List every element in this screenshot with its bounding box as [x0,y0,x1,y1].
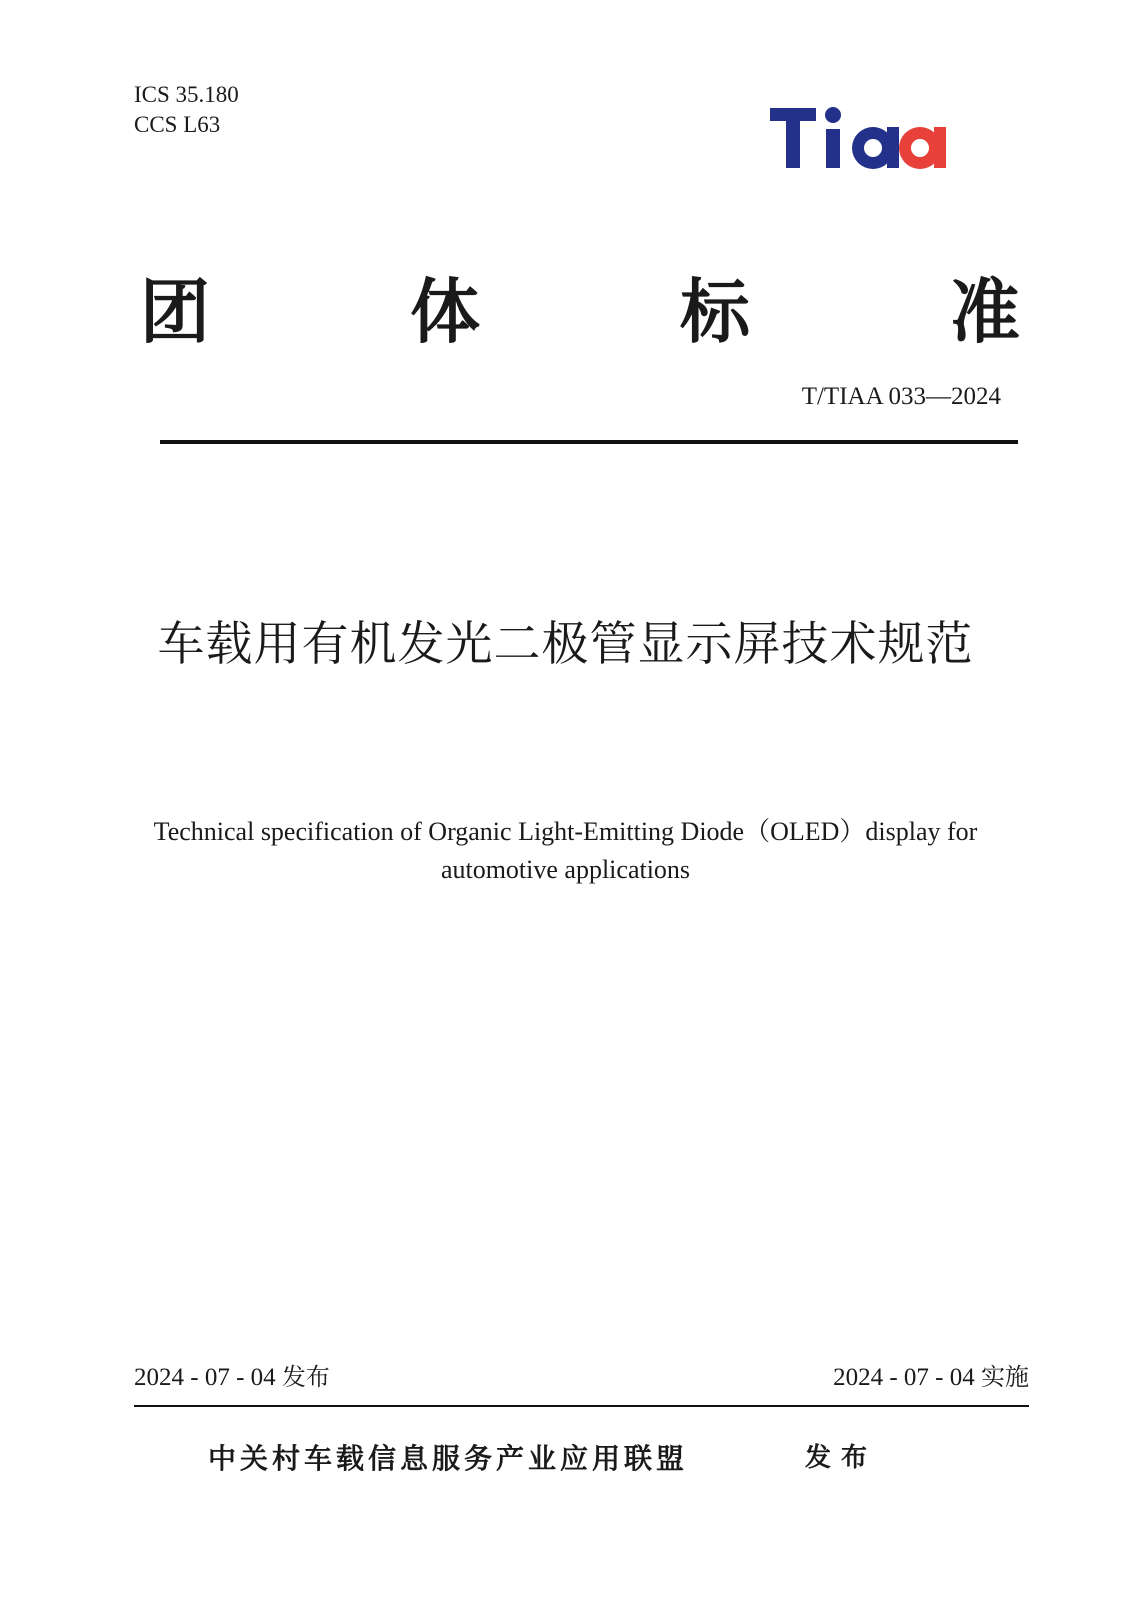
english-title [110,813,1021,889]
standard-type-char: 标 [680,271,750,353]
implement-date: 2024 - 07 - 04 [833,1364,975,1391]
standard-type-char: 团 [140,271,210,353]
standard-type-char: 体 [410,271,480,353]
issuer-name: 中关村车载信息服务产业应用联盟 [208,1442,689,1475]
implement-label: 实施 [981,1363,1029,1391]
tiaa-logo [770,100,970,180]
top-divider [160,440,1018,444]
ccs-code: CCS L63 [134,112,221,137]
english-title-line: Technical specification of Organic Light-Emitting Diode（OLED）display for [153,817,978,846]
bottom-divider [134,1405,1029,1407]
implement-date-block [833,1357,1029,1392]
issuer-action: 发布 [805,1443,878,1473]
publish-date: 2024 - 07 - 04 [134,1364,276,1391]
publish-label: 发布 [281,1363,330,1391]
standard-number: T/TIAA 033—2024 [801,383,1001,410]
publish-date-block [134,1357,330,1392]
english-title-line: automotive applications [440,855,691,884]
classification-codes [134,80,239,140]
standard-type-char: 准 [950,271,1020,353]
standard-type-heading [140,272,1020,352]
ics-code: ICS 35.180 [134,82,239,107]
chinese-title: 车载用有机发光二极管显示屏技术规范 [157,617,974,672]
